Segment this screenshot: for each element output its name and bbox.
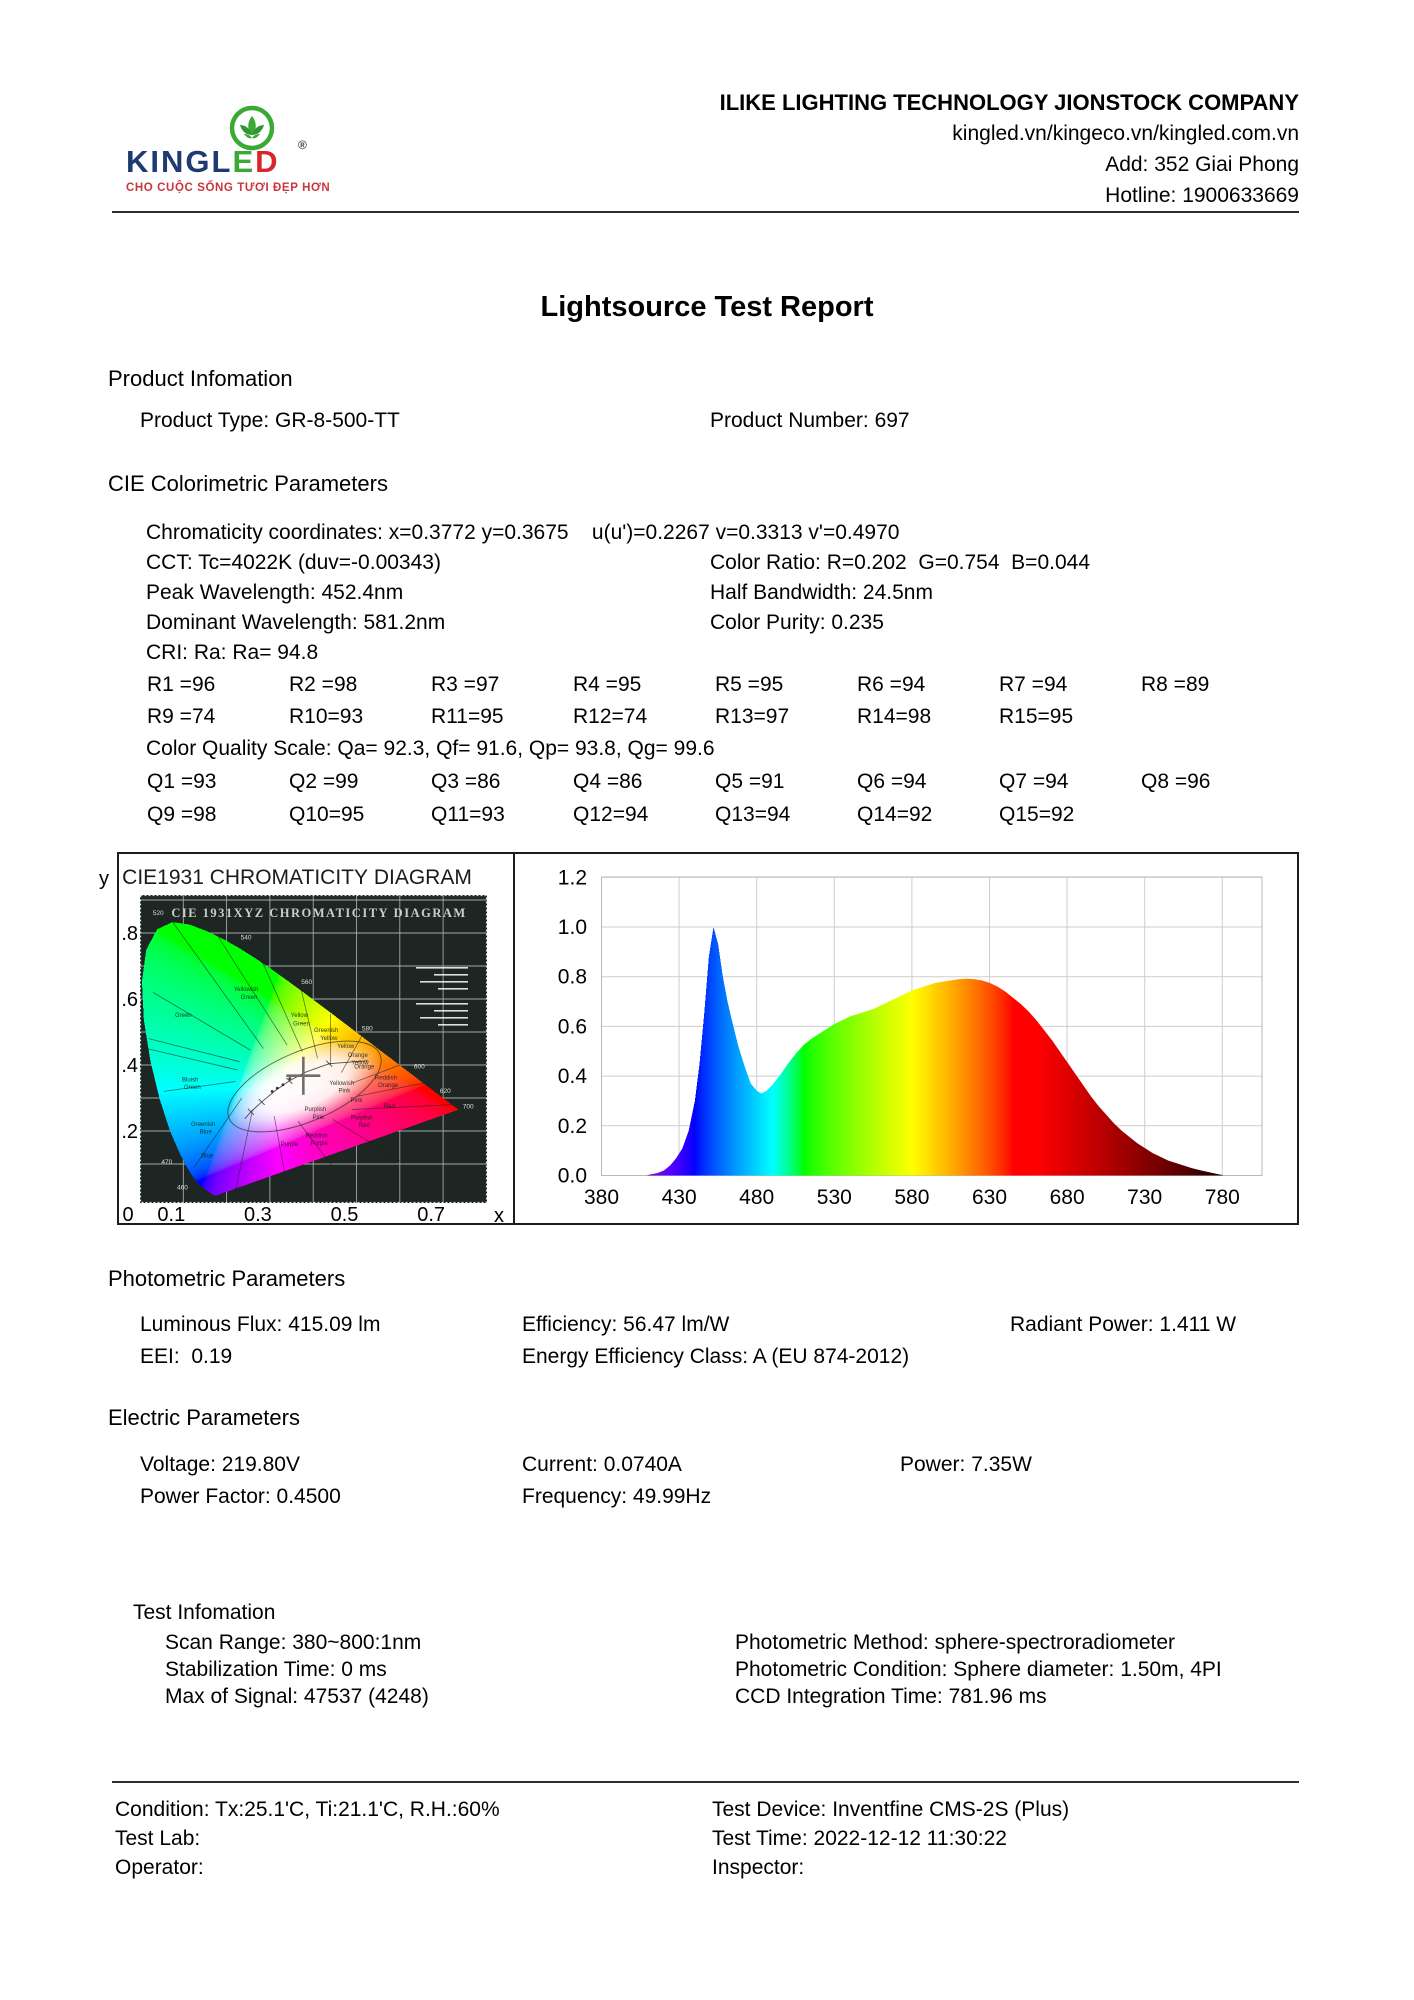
current: Current: 0.0740A (522, 1453, 682, 1476)
cri-value: R12=74 (573, 705, 648, 728)
cqs-value: Q15=92 (999, 803, 1075, 826)
photometric-condition: Photometric Condition: Sphere diameter: 1.50m, 4PI (735, 1658, 1222, 1681)
color-quality-scale: Color Quality Scale: Qa= 92.3, Qf= 91.6, Qp= 93.8, Qg= 99.6 (146, 737, 715, 760)
cqs-value: Q5 =91 (715, 770, 785, 793)
registered-trademark-icon: ® (298, 138, 307, 152)
cqs-q-row-2 (147, 803, 1141, 827)
cri-value: R13=97 (715, 705, 790, 728)
dominant-wavelength: Dominant Wavelength: 581.2nm (146, 611, 446, 634)
cqs-value: Q10=95 (289, 803, 365, 826)
peak-wavelength: Peak Wavelength: 452.4nm (146, 581, 404, 604)
footer-divider (112, 1781, 1299, 1783)
color-ratio: Color Ratio: R=0.202 G=0.754 B=0.044 (710, 551, 1090, 574)
spectral-power-distribution-chart (515, 854, 1297, 1223)
company-address: Add: 352 Giai Phong (1105, 153, 1299, 176)
cri-value: R7 =94 (999, 673, 1068, 696)
energy-efficiency-class: Energy Efficiency Class: A (EU 874-2012) (522, 1345, 910, 1368)
cri-ra: CRI: Ra: Ra= 94.8 (146, 641, 319, 664)
test-lab: Test Lab: (115, 1827, 201, 1850)
color-purity: Color Purity: 0.235 (710, 611, 884, 634)
power-factor: Power Factor: 0.4500 (140, 1485, 341, 1508)
max-of-signal: Max of Signal: 47537 (4248) (165, 1685, 429, 1708)
cqs-value: Q4 =86 (573, 770, 643, 793)
cqs-value: Q2 =99 (289, 770, 359, 793)
cqs-value: Q9 =98 (147, 803, 217, 826)
photometric-heading: Photometric Parameters (108, 1266, 346, 1291)
cri-value: R1 =96 (147, 673, 216, 696)
ccd-integration-time: CCD Integration Time: 781.96 ms (735, 1685, 1047, 1708)
cqs-value: Q1 =93 (147, 770, 217, 793)
power: Power: 7.35W (900, 1453, 1032, 1476)
cri-value: R14=98 (857, 705, 932, 728)
company-hotline: Hotline: 1900633669 (1105, 184, 1299, 207)
cri-r-row-2 (147, 705, 1141, 729)
company-name: ILIKE LIGHTING TECHNOLOGY JIONSTOCK COMPANY (719, 90, 1299, 115)
frequency: Frequency: 49.99Hz (522, 1485, 712, 1508)
cqs-value: Q7 =94 (999, 770, 1069, 793)
cri-value: R2 =98 (289, 673, 358, 696)
test-info-heading: Test Infomation (133, 1601, 276, 1624)
cqs-value: Q8 =96 (1141, 770, 1211, 793)
test-time: Test Time: 2022-12-12 11:30:22 (712, 1827, 1007, 1850)
cqs-value: Q6 =94 (857, 770, 927, 793)
product-type: Product Type: GR-8-500-TT (140, 409, 400, 432)
scan-range: Scan Range: 380~800:1nm (165, 1631, 422, 1654)
photometric-method: Photometric Method: sphere-spectroradiometer (735, 1631, 1176, 1654)
product-number: Product Number: 697 (710, 409, 910, 432)
stabilization-time: Stabilization Time: 0 ms (165, 1658, 387, 1681)
cri-value: R3 =97 (431, 673, 500, 696)
cie1931-chromaticity-diagram (119, 854, 513, 1223)
cri-value: R9 =74 (147, 705, 216, 728)
inspector: Inspector: (712, 1856, 805, 1879)
company-website: kingled.vn/kingeco.vn/kingled.com.vn (952, 122, 1299, 145)
test-device: Test Device: Inventfine CMS-2S (Plus) (712, 1798, 1070, 1821)
kingled-wordmark: KINGLED (126, 144, 280, 179)
cri-value: R5 =95 (715, 673, 784, 696)
cie-x-axis-label: x (494, 1205, 504, 1227)
cqs-value: Q13=94 (715, 803, 791, 826)
kingled-logo (126, 92, 336, 210)
cqs-value: Q3 =86 (431, 770, 501, 793)
logo-tagline: CHO CUỘC SỐNG TƯƠI ĐẸP HƠN (126, 182, 331, 194)
cri-value: R15=95 (999, 705, 1074, 728)
product-info-heading: Product Infomation (108, 366, 293, 391)
charts-panel (117, 852, 1299, 1225)
company-block (720, 90, 1299, 215)
voltage: Voltage: 219.80V (140, 1453, 300, 1476)
test-condition: Condition: Tx:25.1'C, Ti:21.1'C, R.H.:60% (115, 1798, 500, 1821)
cri-r-row-1 (147, 673, 1283, 697)
cri-value: R10=93 (289, 705, 364, 728)
electric-heading: Electric Parameters (108, 1405, 300, 1430)
radiant-power: Radiant Power: 1.411 W (1010, 1313, 1237, 1336)
efficiency: Efficiency: 56.47 lm/W (522, 1313, 730, 1336)
cri-value: R6 =94 (857, 673, 926, 696)
cqs-value: Q12=94 (573, 803, 649, 826)
header-divider (112, 211, 1299, 213)
cie-y-axis-label: y (99, 868, 109, 890)
cri-value: R8 =89 (1141, 673, 1210, 696)
half-bandwidth: Half Bandwidth: 24.5nm (710, 581, 933, 604)
cqs-q-row-1 (147, 770, 1283, 794)
cri-value: R4 =95 (573, 673, 642, 696)
cqs-value: Q11=93 (431, 803, 505, 826)
luminous-flux: Luminous Flux: 415.09 lm (140, 1313, 381, 1336)
operator: Operator: (115, 1856, 204, 1879)
eei: EEI: 0.19 (140, 1345, 233, 1368)
colorimetric-heading: CIE Colorimetric Parameters (108, 471, 388, 496)
cri-value: R11=95 (431, 705, 504, 728)
cct-value: CCT: Tc=4022K (duv=-0.00343) (146, 551, 441, 574)
chromaticity-coordinates: Chromaticity coordinates: x=0.3772 y=0.3675 u(u')=0.2267 v=0.3313 v'=0.4970 (146, 521, 900, 544)
page-title: Lightsource Test Report (540, 291, 874, 323)
cqs-value: Q14=92 (857, 803, 933, 826)
